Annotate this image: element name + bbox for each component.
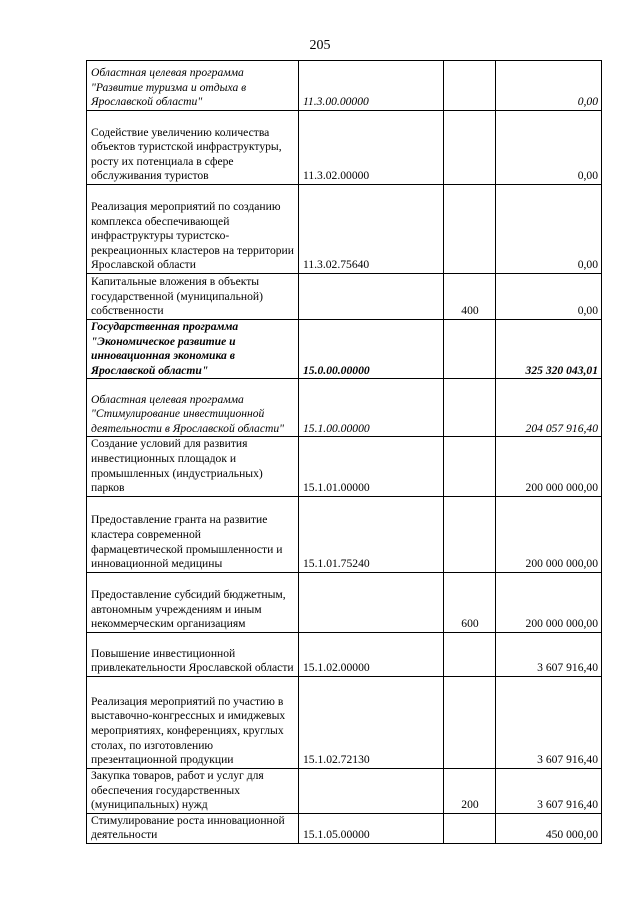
row-name-cell: Предоставление субсидий бюджетным, автономным учреждениям и иным некоммерческим организациям [87, 572, 299, 632]
row-sum-cell: 3 607 916,40 [496, 676, 602, 768]
table-row [87, 437, 602, 496]
row-sum-cell: 0,00 [496, 274, 602, 320]
page-number: 205 [309, 38, 331, 53]
table-row [87, 61, 602, 111]
row-sum-cell: 0,00 [496, 111, 602, 185]
row-name-cell: Стимулирование роста инновационной деятельности [87, 813, 299, 843]
row-sum-cell: 200 000 000,00 [496, 572, 602, 632]
row-sum-cell: 200 000 000,00 [496, 496, 602, 572]
row-expense-type-cell: 400 [444, 274, 496, 320]
row-sum-cell: 0,00 [496, 185, 602, 274]
row-expense-type-cell [444, 185, 496, 274]
row-code-cell [299, 274, 444, 320]
table-row [87, 111, 602, 185]
row-expense-type-cell: 200 [444, 768, 496, 813]
table-row [87, 813, 602, 843]
row-code-cell: 15.1.01.75240 [299, 496, 444, 572]
table-row [87, 632, 602, 676]
row-expense-type-cell [444, 379, 496, 437]
row-name-cell: Создание условий для развития инвестиционных площадок и промышленных (индустриальных) парков [87, 437, 299, 496]
row-name-cell: Предоставление гранта на развитие кластера современной фармацевтической промышленности и инновационной медицины [87, 496, 299, 572]
table-row [87, 768, 602, 813]
row-sum-cell: 204 057 916,40 [496, 379, 602, 437]
table-row [87, 676, 602, 768]
row-expense-type-cell [444, 111, 496, 185]
row-code-cell: 15.0.00.00000 [299, 320, 444, 379]
row-code-cell: 15.1.05.00000 [299, 813, 444, 843]
row-code-cell: 11.3.02.75640 [299, 185, 444, 274]
table-row [87, 320, 602, 379]
row-name-cell: Государственная программа "Экономическое развитие и инновационная экономика в Ярославской области" [87, 320, 299, 379]
row-name-cell: Повышение инвестиционной привлекательности Ярославской области [87, 632, 299, 676]
row-code-cell: 15.1.02.72130 [299, 676, 444, 768]
row-name-cell: Реализация мероприятий по созданию комплекса обеспечивающей инфраструктуры туристско-рекреационных кластеров на территории Ярославской области [87, 185, 299, 274]
table-row [87, 496, 602, 572]
row-code-cell: 11.3.00.00000 [299, 61, 444, 111]
row-expense-type-cell [444, 61, 496, 111]
row-name-cell: Областная целевая программа "Стимулирование инвестиционной деятельности в Ярославской области" [87, 379, 299, 437]
row-name-cell: Реализация мероприятий по участию в выставочно-конгрессных и имиджевых мероприятиях, конференциях, круглых столах, по изготовлению презентационной продукции [87, 676, 299, 768]
table-row [87, 274, 602, 320]
table-row [87, 572, 602, 632]
row-expense-type-cell [444, 496, 496, 572]
row-code-cell: 15.1.00.00000 [299, 379, 444, 437]
budget-table-body [87, 61, 602, 844]
row-expense-type-cell [444, 813, 496, 843]
row-name-cell: Областная целевая программа "Развитие туризма и отдыха в Ярославской области" [87, 61, 299, 111]
row-code-cell: 11.3.02.00000 [299, 111, 444, 185]
row-sum-cell: 0,00 [496, 61, 602, 111]
row-sum-cell: 3 607 916,40 [496, 632, 602, 676]
row-code-cell: 15.1.02.00000 [299, 632, 444, 676]
row-code-cell [299, 768, 444, 813]
row-expense-type-cell [444, 437, 496, 496]
row-expense-type-cell: 600 [444, 572, 496, 632]
table-row [87, 185, 602, 274]
row-sum-cell: 3 607 916,40 [496, 768, 602, 813]
row-name-cell: Капитальные вложения в объекты государственной (муниципальной) собственности [87, 274, 299, 320]
row-expense-type-cell [444, 676, 496, 768]
row-code-cell [299, 572, 444, 632]
row-expense-type-cell [444, 320, 496, 379]
row-sum-cell: 325 320 043,01 [496, 320, 602, 379]
budget-table [86, 60, 602, 844]
row-sum-cell: 450 000,00 [496, 813, 602, 843]
row-name-cell: Закупка товаров, работ и услуг для обеспечения государственных (муниципальных) нужд [87, 768, 299, 813]
row-name-cell: Содействие увеличению количества объектов туристской инфраструктуры, росту их потенциала в сфере обслуживания туристов [87, 111, 299, 185]
row-sum-cell: 200 000 000,00 [496, 437, 602, 496]
table-row [87, 379, 602, 437]
row-expense-type-cell [444, 632, 496, 676]
row-code-cell: 15.1.01.00000 [299, 437, 444, 496]
